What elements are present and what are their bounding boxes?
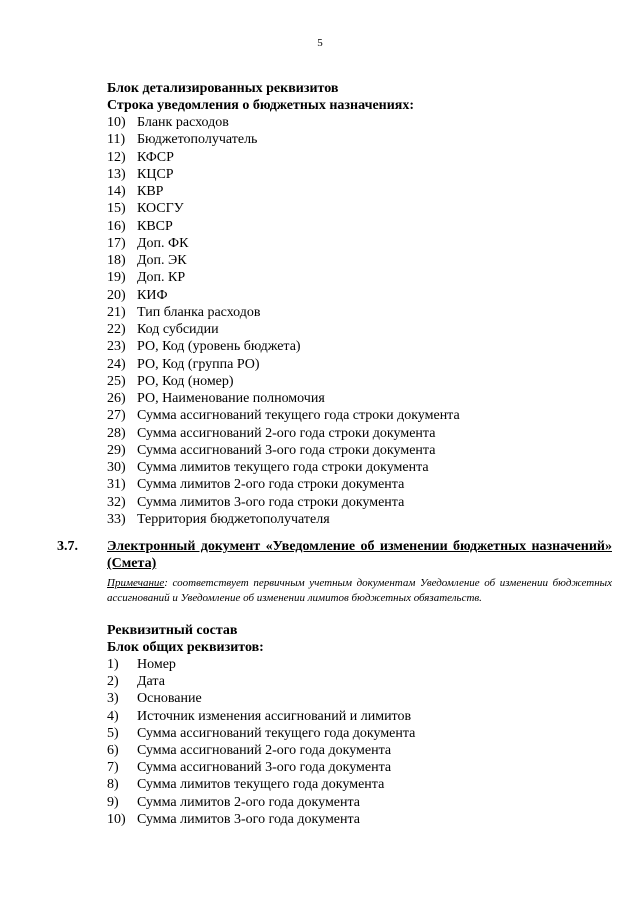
list-item-text: Сумма лимитов 3-ого года документа [137, 811, 361, 827]
list-item [107, 390, 612, 407]
list-item-text: Сумма лимитов текущего года документа [137, 777, 385, 793]
list-item-number: 16) [107, 218, 126, 234]
list-item-number: 10) [107, 115, 126, 130]
list-item-number: 32) [107, 494, 126, 510]
list-item-number: 4) [107, 708, 119, 724]
list-item [107, 131, 612, 148]
list-item-text: КОСГУ [137, 201, 184, 217]
list-item [107, 200, 612, 217]
list-item [107, 673, 612, 690]
list-item-number: 25) [107, 373, 126, 389]
requisites-list [107, 656, 612, 828]
list-item-text: Доп. ФК [137, 235, 189, 251]
list-item-text: КВР [137, 184, 164, 199]
general-requisites-block [107, 622, 612, 828]
list-item [107, 776, 612, 793]
list-item-text: Сумма лимитов 2-ого года документа [137, 794, 361, 810]
list-item [107, 708, 612, 725]
list-item-text: РО, Код (номер) [137, 373, 234, 389]
list-item [107, 742, 612, 759]
list-item [107, 338, 612, 355]
list-item-number: 30) [107, 460, 126, 475]
list-item [107, 656, 612, 673]
list-item-number: 29) [107, 442, 126, 458]
list-item-number: 14) [107, 184, 126, 199]
list-item-text: Источник изменения ассигнований и лимитов [137, 708, 412, 724]
list-item-text: Сумма ассигнований текущего года документа [137, 725, 416, 741]
list-item [107, 425, 612, 442]
list-item-text: КВСР [137, 218, 173, 234]
list-item [107, 511, 612, 528]
list-item-number: 8) [107, 777, 119, 793]
list-item [107, 373, 612, 390]
list-item-number: 31) [107, 477, 126, 493]
list-item-number: 26) [107, 391, 126, 406]
list-item-text: Основание [137, 691, 202, 707]
list-item-text: Сумма ассигнований текущего года строки документа [137, 408, 460, 424]
requisites-list [107, 114, 612, 528]
list-item [107, 287, 612, 304]
list-item-number: 11) [107, 132, 126, 148]
list-item-text: Территория бюджетополучателя [137, 511, 330, 527]
list-item [107, 321, 612, 338]
note-text: : соответствует первичным учетным документам Уведомление об изменении бюджетных ассигнований и Уведомление об изменении лимитов бюджетных обязательств. [107, 577, 612, 604]
list-item-number: 6) [107, 743, 119, 759]
list-item [107, 235, 612, 252]
list-item-text: Сумма ассигнований 2-ого года строки документа [137, 425, 436, 441]
list-item [107, 114, 612, 131]
list-item [107, 166, 612, 183]
list-item-text: Сумма ассигнований 3-ого года документа [137, 760, 392, 776]
list-item-text: КЦСР [137, 166, 174, 182]
list-item-number: 7) [107, 760, 119, 776]
block-heading: Реквизитный состав [107, 623, 238, 638]
note-label: Примечание [107, 577, 165, 589]
list-item [107, 759, 612, 776]
list-item-number: 1) [107, 657, 119, 672]
list-item-number: 15) [107, 201, 126, 217]
list-item-number: 18) [107, 253, 126, 268]
list-item-text: КФСР [137, 149, 174, 165]
list-item-number: 22) [107, 322, 126, 337]
list-item [107, 725, 612, 742]
list-item [107, 304, 612, 321]
page-number: 5 [317, 37, 323, 49]
list-item-number: 3) [107, 691, 119, 707]
section-number: 3.7. [57, 539, 78, 554]
list-item-number: 21) [107, 304, 126, 320]
list-item-text: Сумма лимитов 2-ого года строки документа [137, 477, 405, 493]
list-item [107, 690, 612, 707]
list-item-text: РО, Код (уровень бюджета) [137, 339, 301, 355]
list-item-number: 20) [107, 287, 126, 303]
list-item-text: Доп. КР [137, 270, 186, 286]
list-item [107, 811, 612, 828]
list-item [107, 494, 612, 511]
list-item-number: 33) [107, 511, 126, 527]
list-item-number: 19) [107, 270, 126, 286]
list-item-text: Доп. ЭК [137, 253, 187, 268]
list-item-number: 5) [107, 725, 119, 741]
detailed-requisites-block [107, 80, 612, 528]
list-item [107, 356, 612, 373]
list-item-text: Номер [137, 657, 176, 672]
subsection-heading: Строка уведомления о бюджетных назначениях: [107, 98, 415, 113]
list-item [107, 218, 612, 235]
block-heading: Блок детализированных реквизитов [107, 81, 339, 96]
list-item-text: Дата [137, 674, 165, 690]
list-item-text: Сумма лимитов 3-ого года строки документа [137, 494, 405, 510]
list-item [107, 794, 612, 811]
list-item-text: Сумма лимитов текущего года строки документа [137, 460, 429, 475]
list-item-number: 13) [107, 166, 126, 182]
list-item-number: 10) [107, 811, 126, 827]
list-item [107, 183, 612, 200]
list-item [107, 476, 612, 493]
list-item-text: Сумма ассигнований 2-ого года документа [137, 743, 392, 759]
note [107, 576, 612, 606]
list-item-text: Бланк расходов [137, 115, 229, 130]
list-item-text: Бюджетополучатель [137, 132, 258, 148]
list-item-number: 24) [107, 356, 126, 372]
list-item-number: 17) [107, 235, 126, 251]
list-item-number: 2) [107, 674, 119, 690]
list-item [107, 252, 612, 269]
list-item [107, 442, 612, 459]
list-item [107, 407, 612, 424]
list-item-number: 27) [107, 408, 126, 424]
subsection-heading: Блок общих реквизитов: [107, 640, 264, 655]
list-item-number: 9) [107, 794, 119, 810]
section-title: Электронный документ «Уведомление об изменении бюджетных назначений» (Смета) [107, 539, 612, 571]
list-item [107, 149, 612, 166]
list-item-text: РО, Код (группа РО) [137, 356, 260, 372]
list-item-text: Тип бланка расходов [137, 304, 261, 320]
list-item-number: 23) [107, 339, 126, 355]
list-item [107, 269, 612, 286]
list-item-text: РО, Наименование полномочия [137, 391, 325, 406]
list-item-text: КИФ [137, 287, 168, 303]
list-item-text: Сумма ассигнований 3-ого года строки документа [137, 442, 436, 458]
list-item-number: 28) [107, 425, 126, 441]
list-item-number: 12) [107, 149, 126, 165]
list-item-text: Код субсидии [137, 322, 219, 337]
list-item [107, 459, 612, 476]
